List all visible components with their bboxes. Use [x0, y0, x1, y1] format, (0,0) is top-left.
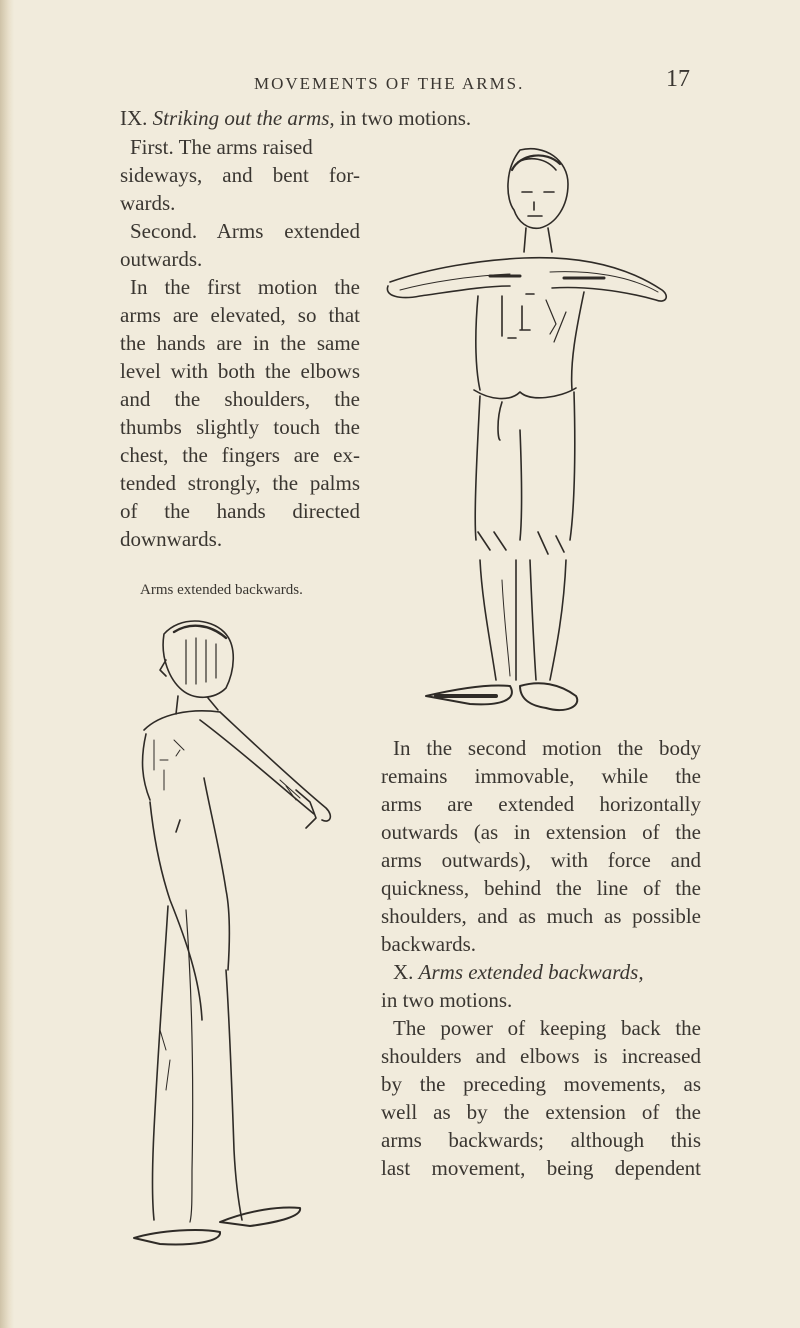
text-line: arms backwards; although this: [381, 1128, 701, 1152]
text-line: thumbs slightly touch the: [120, 415, 360, 439]
section-x-title-line2: in two motions.: [381, 988, 513, 1012]
text-line: level with both the elbows: [120, 359, 360, 383]
text-line: arms outwards), with force and: [381, 848, 701, 872]
text-line: remains immovable, while the: [381, 764, 701, 788]
text-line: outwards (as in extension of the: [381, 820, 701, 844]
text-line: wards.: [120, 191, 176, 215]
section-ix-number: IX.: [120, 106, 148, 130]
book-spine-shadow: [0, 0, 14, 1328]
text-line: shoulders and elbows is increased: [381, 1044, 701, 1068]
figure-arms-raised-illustration: [370, 140, 680, 730]
text-line: In the first motion the: [130, 275, 360, 299]
first-paragraph: [120, 133, 360, 217]
first-motion-paragraph: [120, 273, 360, 553]
section-ix-heading: [120, 104, 471, 132]
text-line: First. The arms raised: [130, 135, 313, 159]
second-motion-paragraph: [381, 734, 701, 958]
text-line: last movement, being dependent: [381, 1156, 701, 1180]
text-line: quickness, behind the line of the: [381, 876, 701, 900]
figure-caption: Arms extended backwards.: [140, 582, 303, 598]
text-line: the hands are in the same: [120, 331, 360, 355]
text-line: by the preceding movements, as: [381, 1072, 701, 1096]
text-line: In the second motion the body: [393, 736, 701, 760]
section-x-heading: [381, 958, 701, 1014]
text-line: arms are elevated, so that: [120, 303, 360, 327]
text-line: Second. Arms extended: [130, 219, 360, 243]
text-line: and the shoulders, the: [120, 387, 360, 411]
text-line: of the hands directed: [120, 499, 360, 523]
section-ix-title: Striking out the arms,: [152, 106, 335, 130]
text-line: tended strongly, the palms: [120, 471, 360, 495]
text-line: sideways, and bent for-: [120, 163, 360, 187]
text-line: arms are extended horizontally: [381, 792, 701, 816]
text-line: downwards.: [120, 527, 223, 551]
section-x-title: Arms extended backwards,: [418, 960, 644, 984]
text-line: well as by the extension of the: [381, 1100, 701, 1124]
text-line: shoulders, and as much as possible: [381, 904, 701, 928]
page-number: 17: [666, 66, 690, 92]
text-line: outwards.: [120, 247, 203, 271]
text-line: The power of keeping back the: [393, 1016, 701, 1040]
text-line: backwards.: [381, 932, 477, 956]
section-x-number: X.: [393, 960, 414, 984]
text-line: chest, the fingers are ex-: [120, 443, 360, 467]
running-title: MOVEMENTS OF THE ARMS.: [254, 74, 525, 93]
figure-arms-backwards-illustration: [130, 610, 360, 1250]
second-paragraph: [120, 217, 360, 273]
closing-paragraph: [381, 1014, 701, 1182]
section-ix-title-suffix: in two motions.: [334, 106, 472, 130]
